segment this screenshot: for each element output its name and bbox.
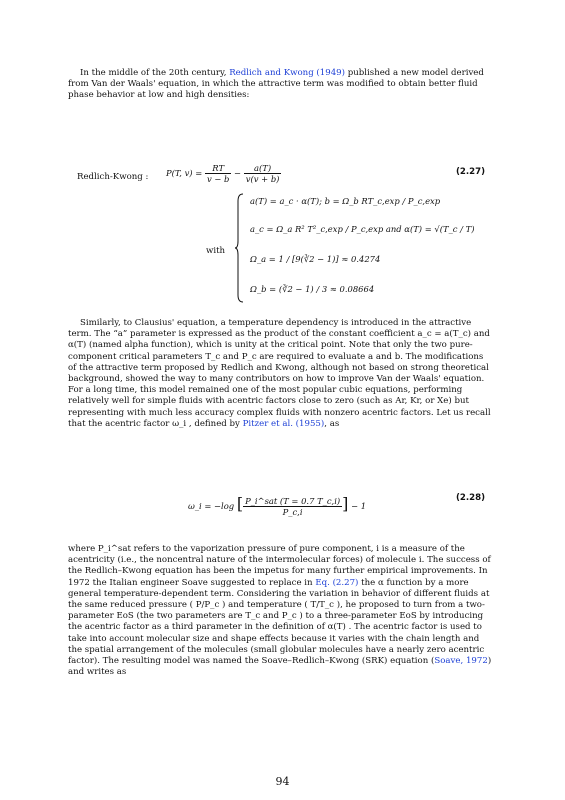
page-number: 94 (275, 775, 290, 788)
eq-2-28-bracket-right: ] (342, 494, 349, 513)
soave-paragraph (68, 544, 492, 678)
eq-2-28-num: P_i^sat (T = 0.7 T_c,i) (245, 496, 341, 506)
clausius-text: Similarly, to Clausius' equation, a temperature dependency is introduced in the attractive term. The “a” parameter is expressed as the product of the constant coefficient a_c = a(T_c) and α(T) (named alpha function), which is unity at the critical point. Note that only the two pure-component critical parameters T_c and P_c are required to evaluate a and b. The modifications of the attractive term proposed by Redlich and Kwong, although not based on strong theoretical background, showed the way to many contributors on how to improve Van der Waals' equation. For a long time, this model remained one of the most popular cubic equations, performing relatively well for simple fluids with acentric factors close to zero (such as Ar, Kr, or Xe) but representing with much less accuracy complex fluids with nonzero acentric factors. Let us recall that the acentric factor ω_i , defined by (68, 318, 491, 429)
eq-2-27-line-4: Ω_b = (∛2 − 1) / 3 ≈ 0.08664 (250, 284, 375, 294)
eq-2-27-line-2: a_c = Ω_a R² T²_c,exp / P_c,exp and α(T) = √(T_c / T) (250, 224, 475, 234)
eq-2-28-tail: − 1 (351, 501, 367, 511)
eq-2-27-brace (234, 193, 244, 303)
soave-citation-link[interactable]: Soave, 1972 (434, 656, 488, 667)
eq-2-28-number: (2.28) (455, 493, 485, 503)
eq-2-28-den: P_c,i (282, 507, 303, 517)
eq-2-27-frac-1 (205, 163, 231, 184)
eq-2-27-main (166, 163, 281, 184)
redlich-kwong-citation-link[interactable]: Redlich and Kwong (1949) (229, 68, 346, 78)
intro-text-end: published a new model derived from Van der Waals' equation, in which the attractive term was modified to obtain better fluid phase behavior at low and high densities: (68, 68, 484, 101)
eq-2-27-den-2: v(v + b) (245, 174, 280, 184)
eq-2-27-label: Redlich-Kwong : (77, 172, 149, 182)
eq-2-27-frac-2 (244, 163, 282, 184)
eq-2-28-frac (243, 496, 342, 517)
eq-2-27-number: (2.27) (455, 167, 485, 177)
eq-2-27-line-3: Ω_a = 1 / [9(∛2 − 1)] ≈ 0.4274 (250, 254, 381, 264)
intro-paragraph (68, 68, 492, 102)
pitzer-citation-link[interactable]: Pitzer et al. (1955) (242, 418, 325, 429)
eq-2-28-main (188, 494, 366, 517)
eq-2-27-num-2: a(T) (244, 163, 282, 174)
soave-text-3: ) and writes as (68, 656, 492, 678)
eq-2-27-minus: − (234, 168, 242, 178)
intro-text: In the middle of the 20th century, (80, 68, 230, 78)
clausius-paragraph (68, 318, 492, 430)
eq-2-27-num-1: RT (205, 163, 231, 174)
soave-text-1: where P_i^sat refers to the vaporization pressure of pure component, i is a measure of the acentricity (i.e., the noncentral nature of the intermolecular forces) of molecule i. The success of the Redlich–Kwong equation has been the impetus for many further empirical improvements. In 1972 the Italian engineer Soave suggested to replace in (68, 544, 491, 588)
eq-2-28-lhs: ω_i = −log (188, 501, 235, 511)
eq-2-27-den-1: v − b (206, 174, 230, 184)
eq-2-27-line-1: a(T) = a_c · α(T); b = Ω_b RT_c,exp / P_c,exp (250, 196, 441, 206)
eq-2-27-reference-link[interactable]: Eq. (2.27) (315, 577, 359, 588)
eq-2-28-bracket-left: [ (236, 494, 244, 513)
soave-text-2: the α function by a more general temperature-dependent term. Considering the variation in behavior of different fluids at the same reduced pressure ( P/P_c ) and temperature ( T/T_c ), he proposed to turn from a two-parameter EoS (the two parameters are T_c and P_c ) to a three-parameter EoS by introducing the acentric factor as a third parameter in the definition of α(T) . The acentric factor is used to take into account molecular size and shape effects because it varies with the chain length and the spatial arrangement of the molecules (small globular molecules have a nearly zero acentric factor). The resulting model was named the Soave–Redlich–Kwong (SRK) equation ( (68, 577, 490, 667)
clausius-text-end: , as (324, 418, 340, 429)
eq-2-27-with: with (206, 246, 226, 256)
eq-2-27-lhs: P(T, v) = (166, 168, 203, 178)
